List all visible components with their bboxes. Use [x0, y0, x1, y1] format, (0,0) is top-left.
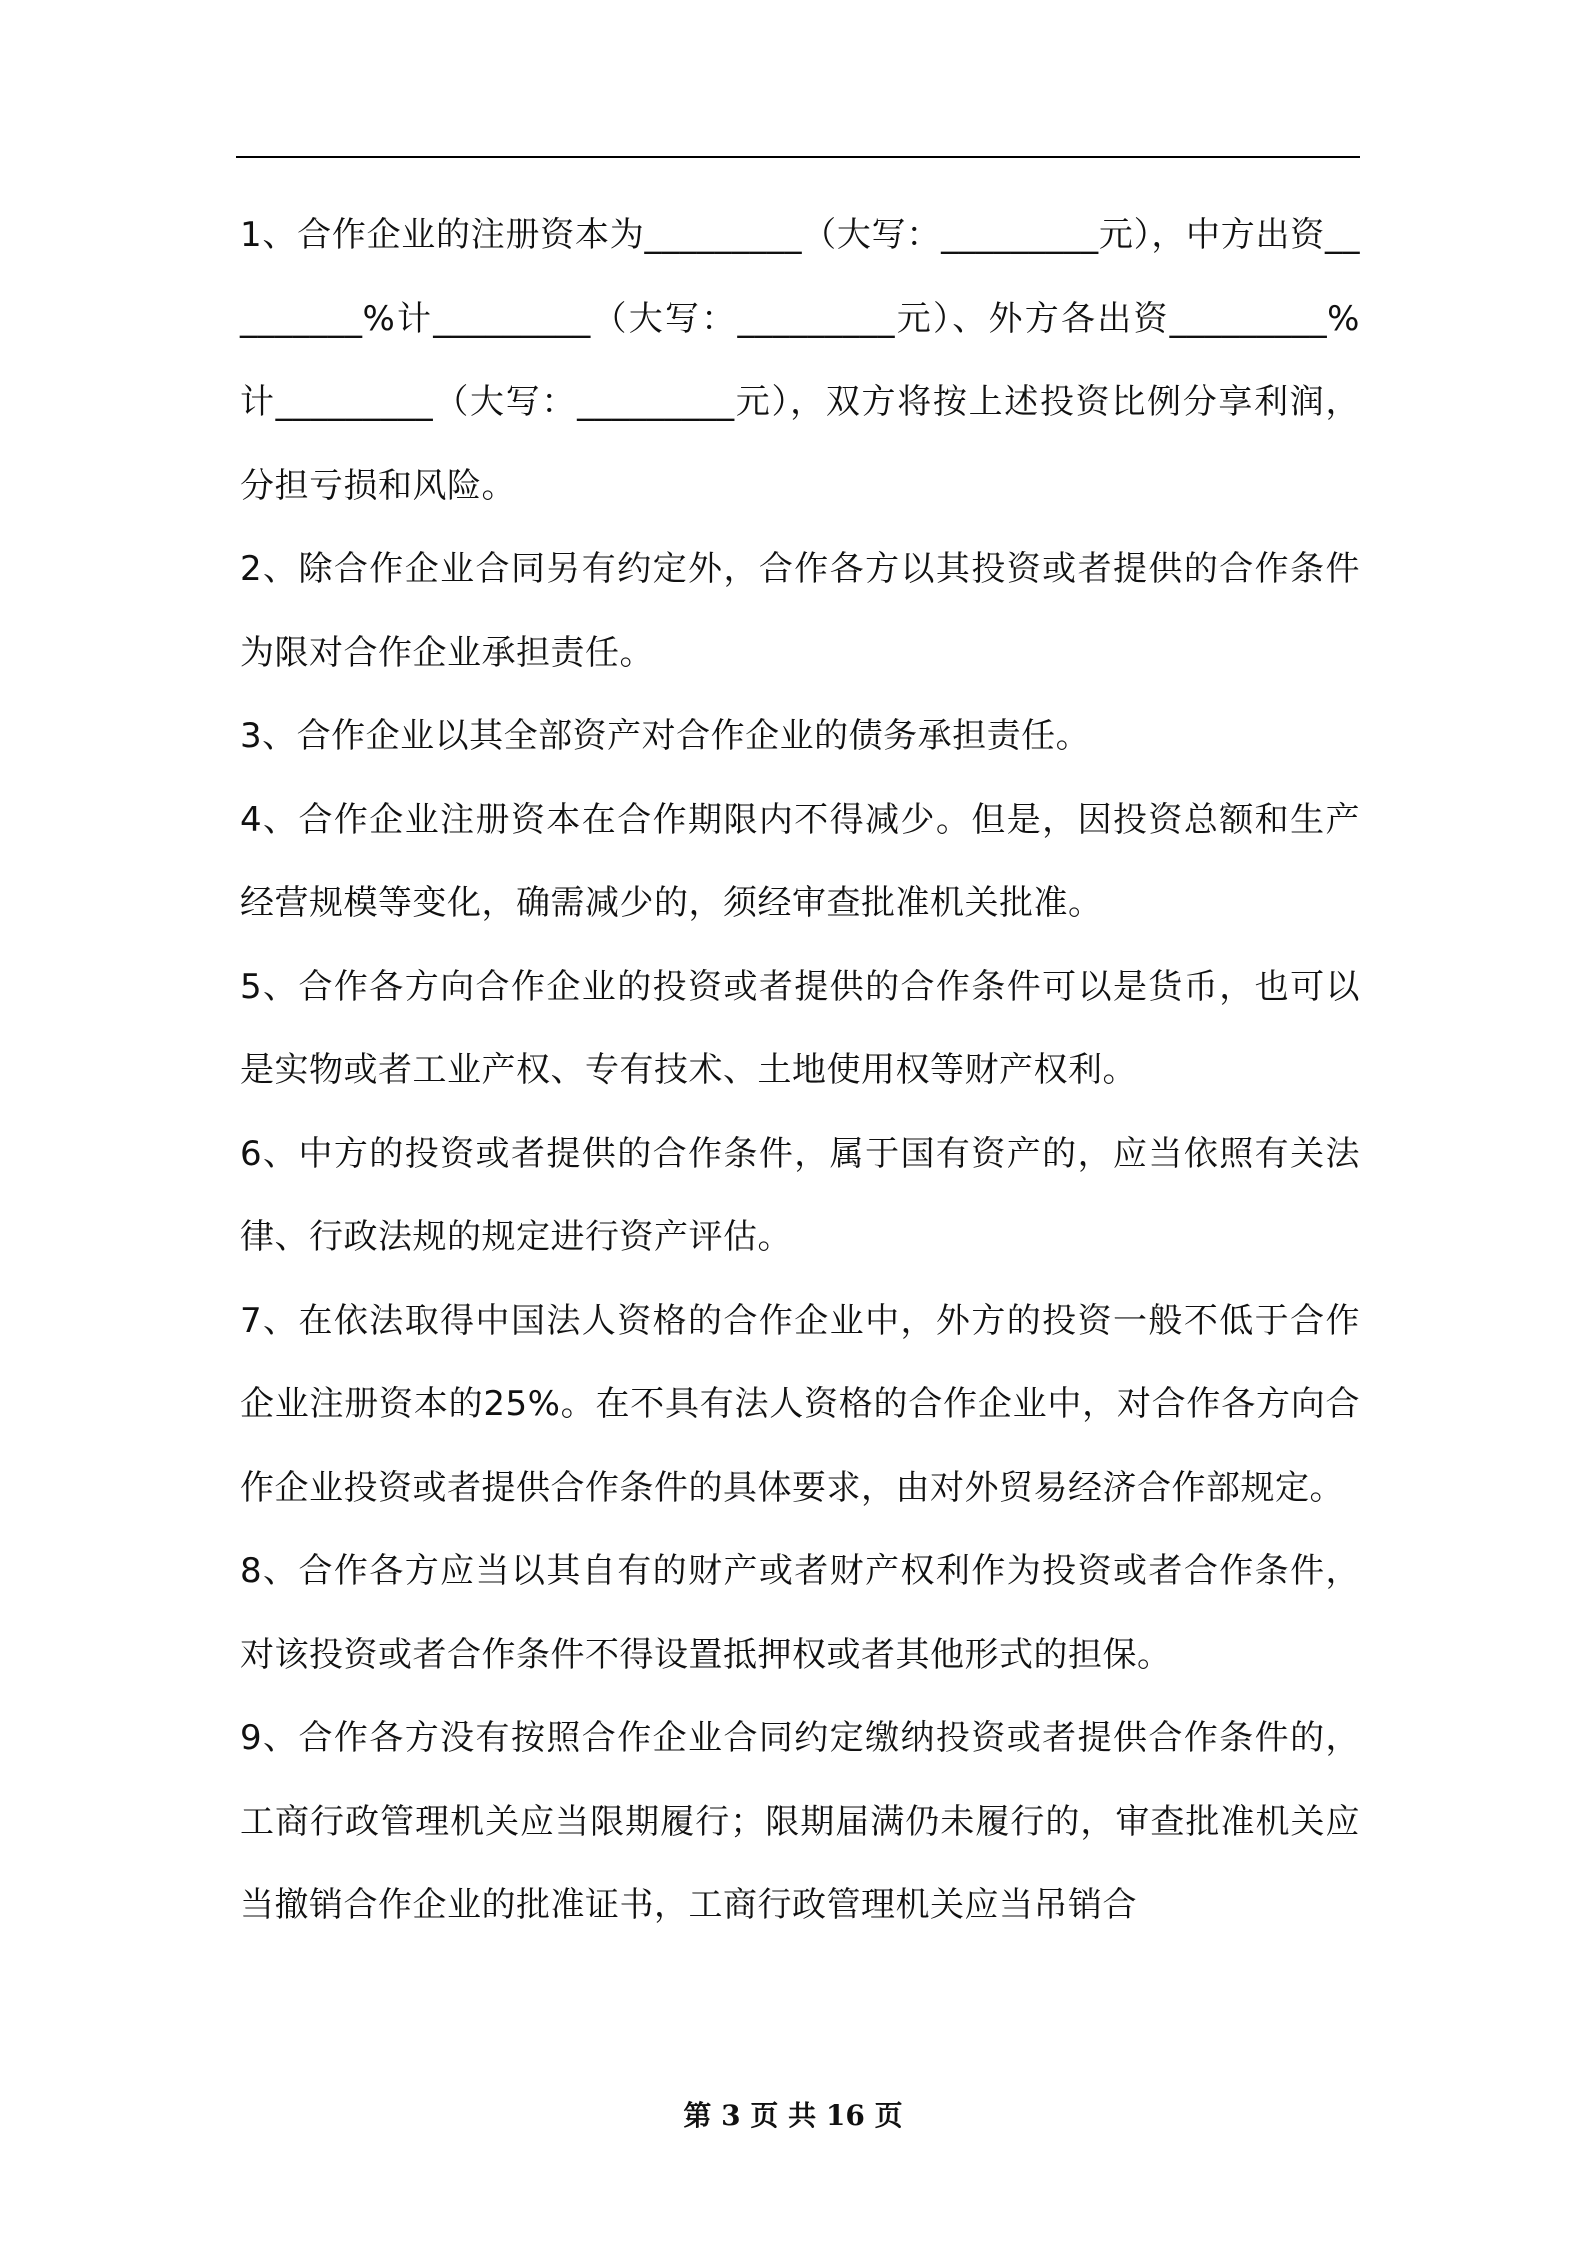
- paragraph-5: 5、合作各方向合作企业的投资或者提供的合作条件可以是货币，也可以是实物或者工业产权、专有技术、土地使用权等财产权利。: [240, 966, 1360, 1090]
- paragraph-3: 3、合作企业以其全部资产对合作企业的债务承担责任。: [240, 716, 1091, 756]
- header-rule: [236, 156, 1360, 158]
- paragraph-6: 6、中方的投资或者提供的合作条件，属于国有资产的，应当依照有关法律、行政法规的规定进行资产评估。: [240, 1133, 1360, 1257]
- paragraph-9: 9、合作各方没有按照合作企业合同约定缴纳投资或者提供合作条件的，工商行政管理机关应当限期履行；限期届满仍未履行的，审查批准机关应当撤销合作企业的批准证书，工商行政管理机关应当吊销合: [240, 1718, 1360, 1925]
- paragraph-8: 8、合作各方应当以其自有的财产或者财产权利作为投资或者合作条件，对该投资或者合作条件不得设置抵押权或者其他形式的担保。: [240, 1551, 1360, 1675]
- page-number: 第 3 页 共 16 页: [683, 2099, 903, 2132]
- paragraph-4: 4、合作企业注册资本在合作期限内不得减少。但是，因投资总额和生产经营规模等变化，确需减少的，须经审查批准机关批准。: [240, 799, 1360, 923]
- paragraph-1: 1、合作企业的注册资本为_________（大写：_________元），中方出资_________%计_________（大写：_________元）、外方各出资_________%计_________（大写：_________元），双方将按上述投资比例分享利润，分担亏损和风险。: [240, 215, 1360, 506]
- paragraph-7: 7、在依法取得中国法人资格的合作企业中，外方的投资一般不低于合作企业注册资本的25%。在不具有法人资格的合作企业中，对合作各方向合作企业投资或者提供合作条件的具体要求，由对外贸易经济合作部规定。: [240, 1300, 1360, 1508]
- document-body: [240, 194, 1360, 1948]
- paragraph-2: 2、除合作企业合同另有约定外，合作各方以其投资或者提供的合作条件为限对合作企业承担责任。: [240, 549, 1360, 673]
